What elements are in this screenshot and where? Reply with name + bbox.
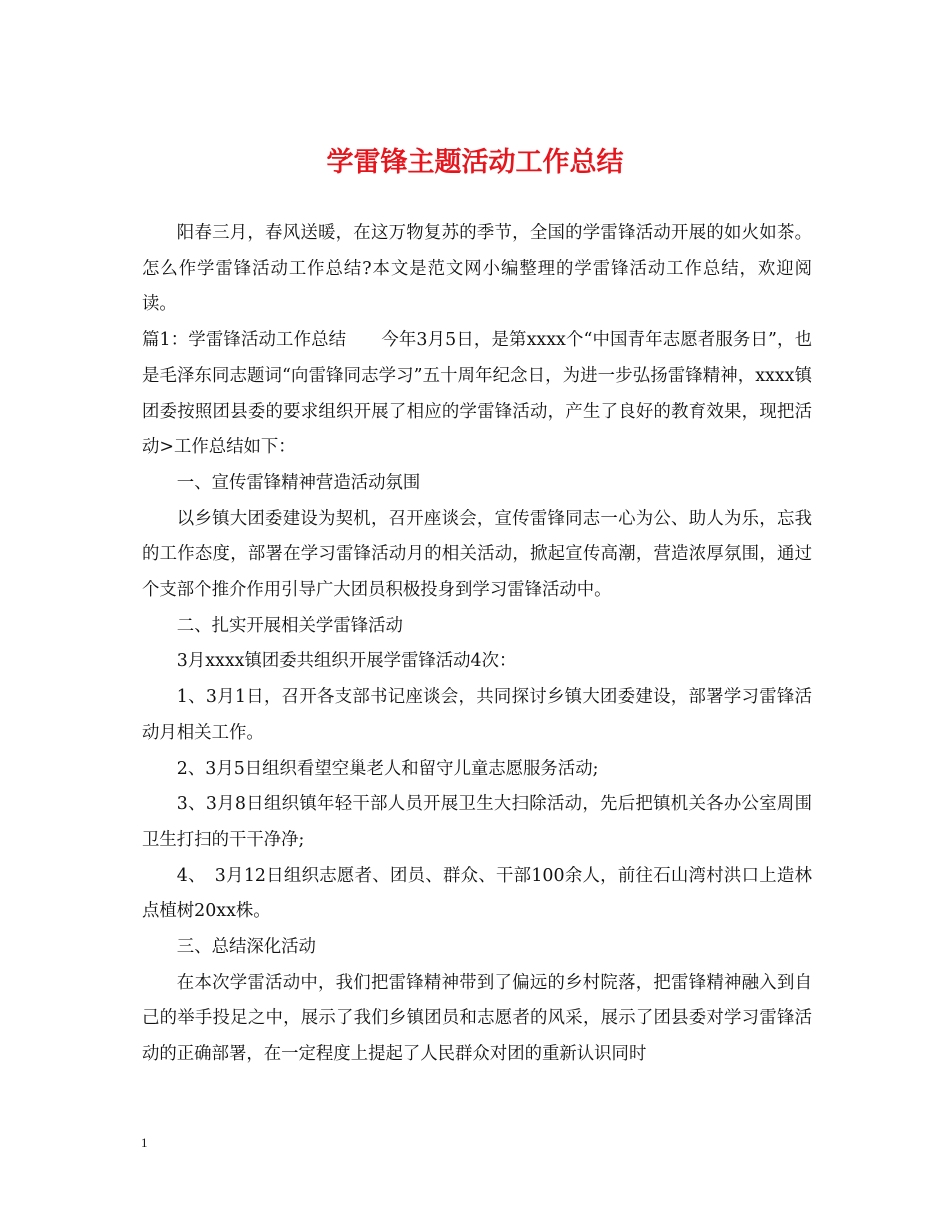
section-heading-2: 二、扎实开展相关学雷锋活动 [176, 615, 403, 636]
paragraph-part1: 篇1：学雷锋活动工作总结 今年3月5日，是第xxxx个“中国青年志愿者服务日”，也是毛泽东同志题词“向雷锋同志学习”五十周年纪念日，为进一步弘扬雷锋精神，xxxx镇团委按照团县委的要求组织开展了相应的学雷锋活动，产生了良好的教育效果，现把活动>工作总结如下： [142, 330, 812, 458]
document-title: 学雷锋主题活动工作总结 [326, 147, 624, 178]
list-item-1: 1、3月1日，召开各支部书记座谈会，共同探讨乡镇大团委建设，部署学习雷锋活动月相关工作。 [142, 687, 812, 743]
list-item-4: 4、 3月12日组织志愿者、团员、群众、干部100余人，前往石山湾村洪口上造林点植树20xx株。 [142, 865, 812, 922]
document-body [142, 216, 812, 1073]
paragraph-intro: 阳春三月，春风送暖，在这万物复苏的季节，全国的学雷锋活动开展的如火如茶。怎么作学雷锋活动工作总结?本文是范文网小编整理的学雷锋活动工作总结，欢迎阅读。 [142, 223, 812, 315]
list-item-3: 3、3月8日组织镇年轻干部人员开展卫生大扫除活动，先后把镇机关各办公室周围卫生打扫的干干净净; [142, 794, 812, 850]
section-heading-1: 一、宣传雷锋精神营造活动氛围 [176, 472, 421, 493]
section-heading-3: 三、总结深化活动 [176, 937, 316, 958]
page-number: 1 [141, 1135, 148, 1150]
paragraph-activities-intro: 3月xxxx镇团委共组织开展学雷锋活动4次： [176, 651, 517, 672]
list-item-2: 2、3月5日组织看望空巢老人和留守儿童志愿服务活动; [176, 758, 599, 779]
paragraph-section3: 在本次学雷活动中，我们把雷锋精神带到了偏远的乡村院落，把雷锋精神融入到自己的举手投足之中，展示了我们乡镇团员和志愿者的风采，展示了团县委对学习雷锋活动的正确部署，在一定程度上提起了人民群众对团的重新认识同时 [142, 972, 812, 1065]
paragraph-section1: 以乡镇大团委建设为契机，召开座谈会，宣传雷锋同志一心为公、助人为乐，忘我的工作态度，部署在学习雷锋活动月的相关活动，掀起宣传高潮，营造浓厚氛围，通过个支部个推介作用引导广大团员积极投身到学习雷锋活动中。 [142, 508, 812, 601]
